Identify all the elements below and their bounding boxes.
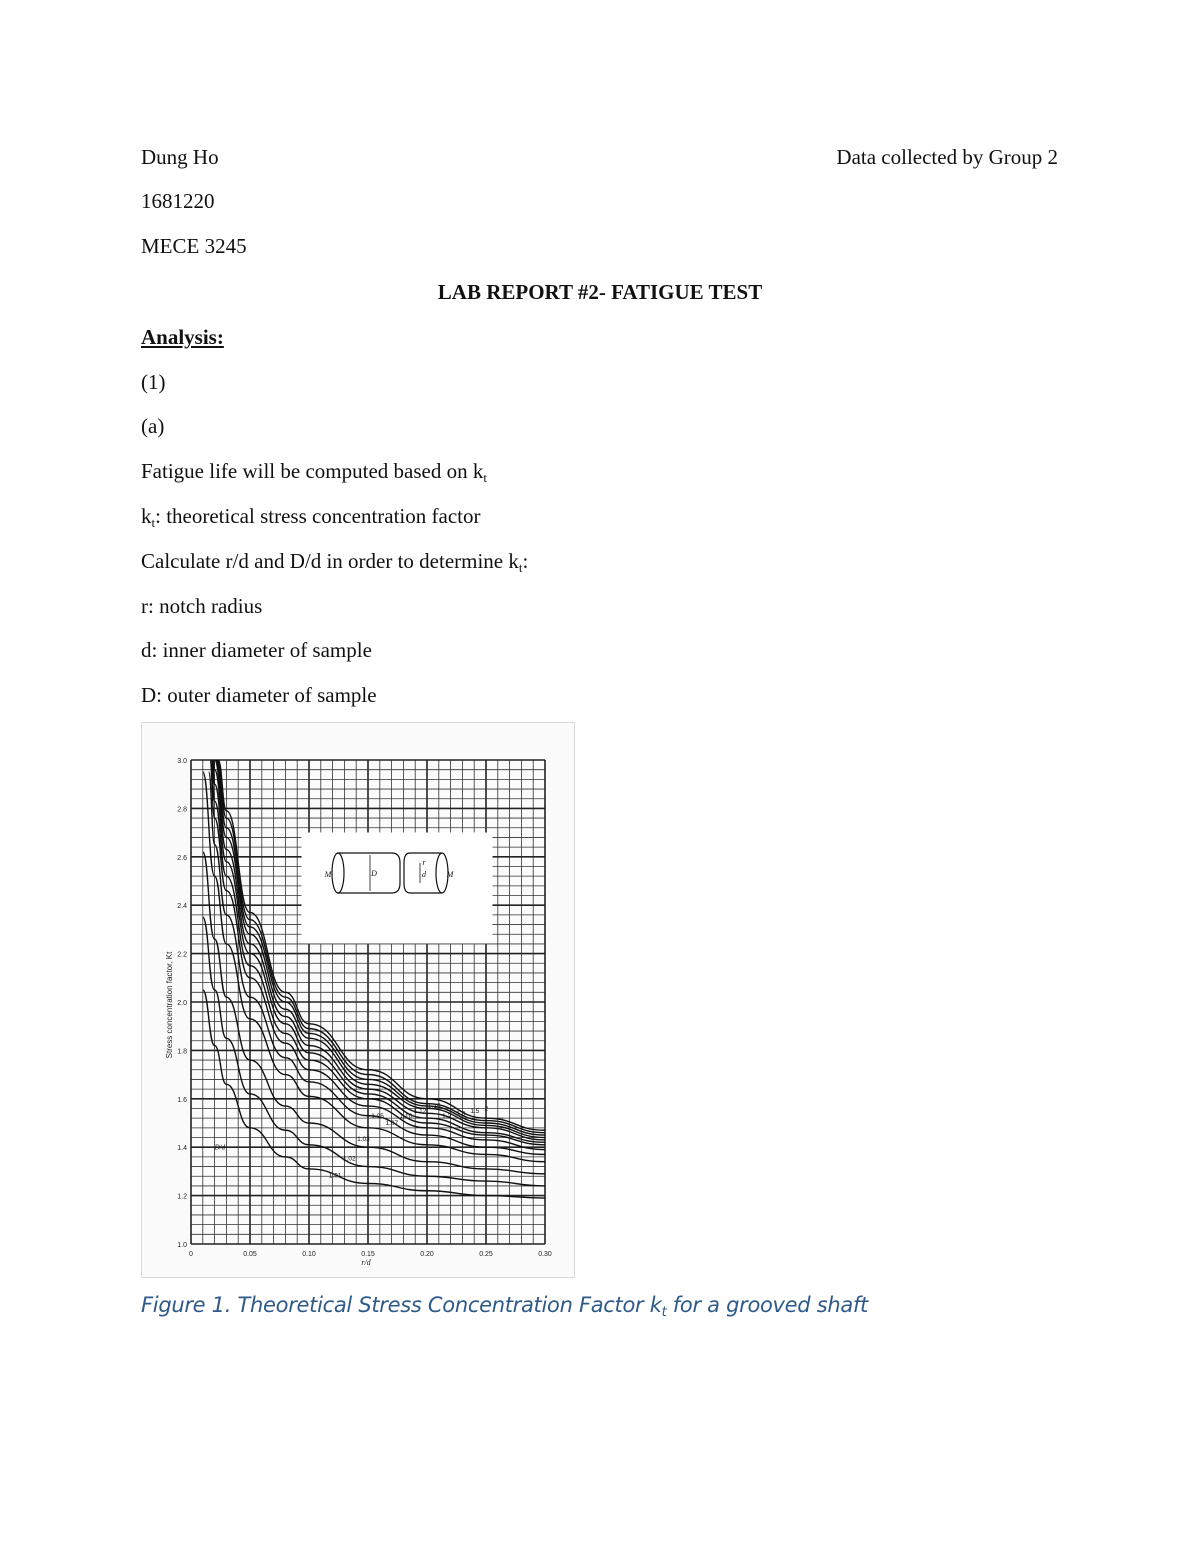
series-label: 1.3 xyxy=(456,1110,466,1118)
series-label: ∞ xyxy=(498,1115,504,1123)
y-tick-label: 1.2 xyxy=(177,1193,187,1201)
analysis-heading: Analysis: xyxy=(141,325,224,349)
y-tick-label: 2.0 xyxy=(177,1000,187,1007)
series-label: 1.15 xyxy=(427,1103,441,1111)
subscript-t: t xyxy=(518,560,523,575)
y-tick-label: 1.8 xyxy=(177,1048,187,1056)
caption-end: for a grooved shaft xyxy=(666,1293,868,1317)
k-symbol: k xyxy=(141,504,152,528)
inset-label: r xyxy=(422,858,426,867)
x-tick-label: 0.25 xyxy=(479,1251,493,1258)
x-tick-label: 0.20 xyxy=(420,1251,434,1258)
inset-label: M xyxy=(324,870,332,879)
series-label: 1.5 xyxy=(470,1108,480,1115)
x-tick-label: 0.30 xyxy=(538,1251,552,1258)
y-tick-label: 1.6 xyxy=(177,1096,187,1104)
inset-label: M xyxy=(446,870,454,879)
series-curve xyxy=(203,917,545,1186)
x-tick-label: 0 xyxy=(189,1251,193,1258)
calc-colon: : xyxy=(522,549,529,573)
series-label: 1.01 xyxy=(328,1172,342,1180)
kt-definition xyxy=(141,504,480,531)
subscript-t: t xyxy=(483,470,487,485)
kt-chart-figure xyxy=(141,722,575,1278)
course-code: MECE 3245 xyxy=(141,234,247,258)
series-label: 1.02 xyxy=(342,1155,356,1163)
shaft-inset-diagram xyxy=(302,833,492,943)
item-1: (1) xyxy=(141,370,166,394)
series-curve xyxy=(213,760,545,1140)
series-label: 1.03 xyxy=(357,1136,370,1144)
y-tick-label: 1.4 xyxy=(177,1145,187,1153)
fatigue-text: Fatigue life will be computed based on k xyxy=(141,459,484,483)
series-label: 1.10 xyxy=(399,1112,413,1120)
calc-line xyxy=(141,549,528,576)
series-label: 1.2 xyxy=(442,1112,452,1120)
report-title: LAB REPORT #2- FATIGUE TEST xyxy=(437,280,763,304)
y-tick-label: 2.6 xyxy=(177,854,187,862)
x-tick-label: 0.05 xyxy=(243,1251,257,1258)
d-definition: d: inner diameter of sample xyxy=(141,638,372,662)
caption-text: Figure 1. Theoretical Stress Concentration Factor k xyxy=(141,1293,662,1317)
chart-curves xyxy=(203,760,545,1198)
y-tick-label: 2.8 xyxy=(177,806,187,814)
subscript-t: t xyxy=(151,515,156,530)
series-curve xyxy=(218,760,545,1130)
fatigue-line xyxy=(141,459,487,486)
kt-chart xyxy=(142,723,574,1277)
inset-label: D xyxy=(371,869,377,878)
y-tick-label: 2.2 xyxy=(177,951,187,959)
series-label: 1.12 xyxy=(413,1108,427,1115)
figure-caption xyxy=(141,1292,868,1322)
series-label: 1.07 xyxy=(385,1120,399,1128)
y-axis-label: Stress concentration factor, Kt xyxy=(165,951,174,1059)
data-credit: Data collected by Group 2 xyxy=(836,145,1058,169)
series-label: 2 xyxy=(484,1105,489,1113)
calc-text: Calculate r/d and D/d in order to determine k xyxy=(141,549,519,573)
x-tick-label: 0.10 xyxy=(302,1251,316,1258)
x-axis-label: r/d xyxy=(361,1258,371,1267)
legend-title: D/d xyxy=(214,1143,226,1152)
kt-def-text: : theoretical stress concentration factor xyxy=(155,504,481,528)
D-definition: D: outer diameter of sample xyxy=(141,683,377,707)
x-tick-label: 0.15 xyxy=(361,1251,375,1258)
item-a: (a) xyxy=(141,414,165,438)
student-id: 1681220 xyxy=(141,189,215,213)
author-name: Dung Ho xyxy=(141,145,219,169)
series-label: 1.05 xyxy=(371,1112,384,1120)
inset-background xyxy=(302,833,492,943)
y-tick-label: 2.4 xyxy=(177,903,187,911)
r-definition: r: notch radius xyxy=(141,594,263,618)
caption-subscript: t xyxy=(661,1305,667,1320)
y-tick-label: 3.0 xyxy=(177,758,187,765)
y-tick-label: 1.0 xyxy=(177,1242,187,1249)
inset-label: d xyxy=(422,870,426,879)
